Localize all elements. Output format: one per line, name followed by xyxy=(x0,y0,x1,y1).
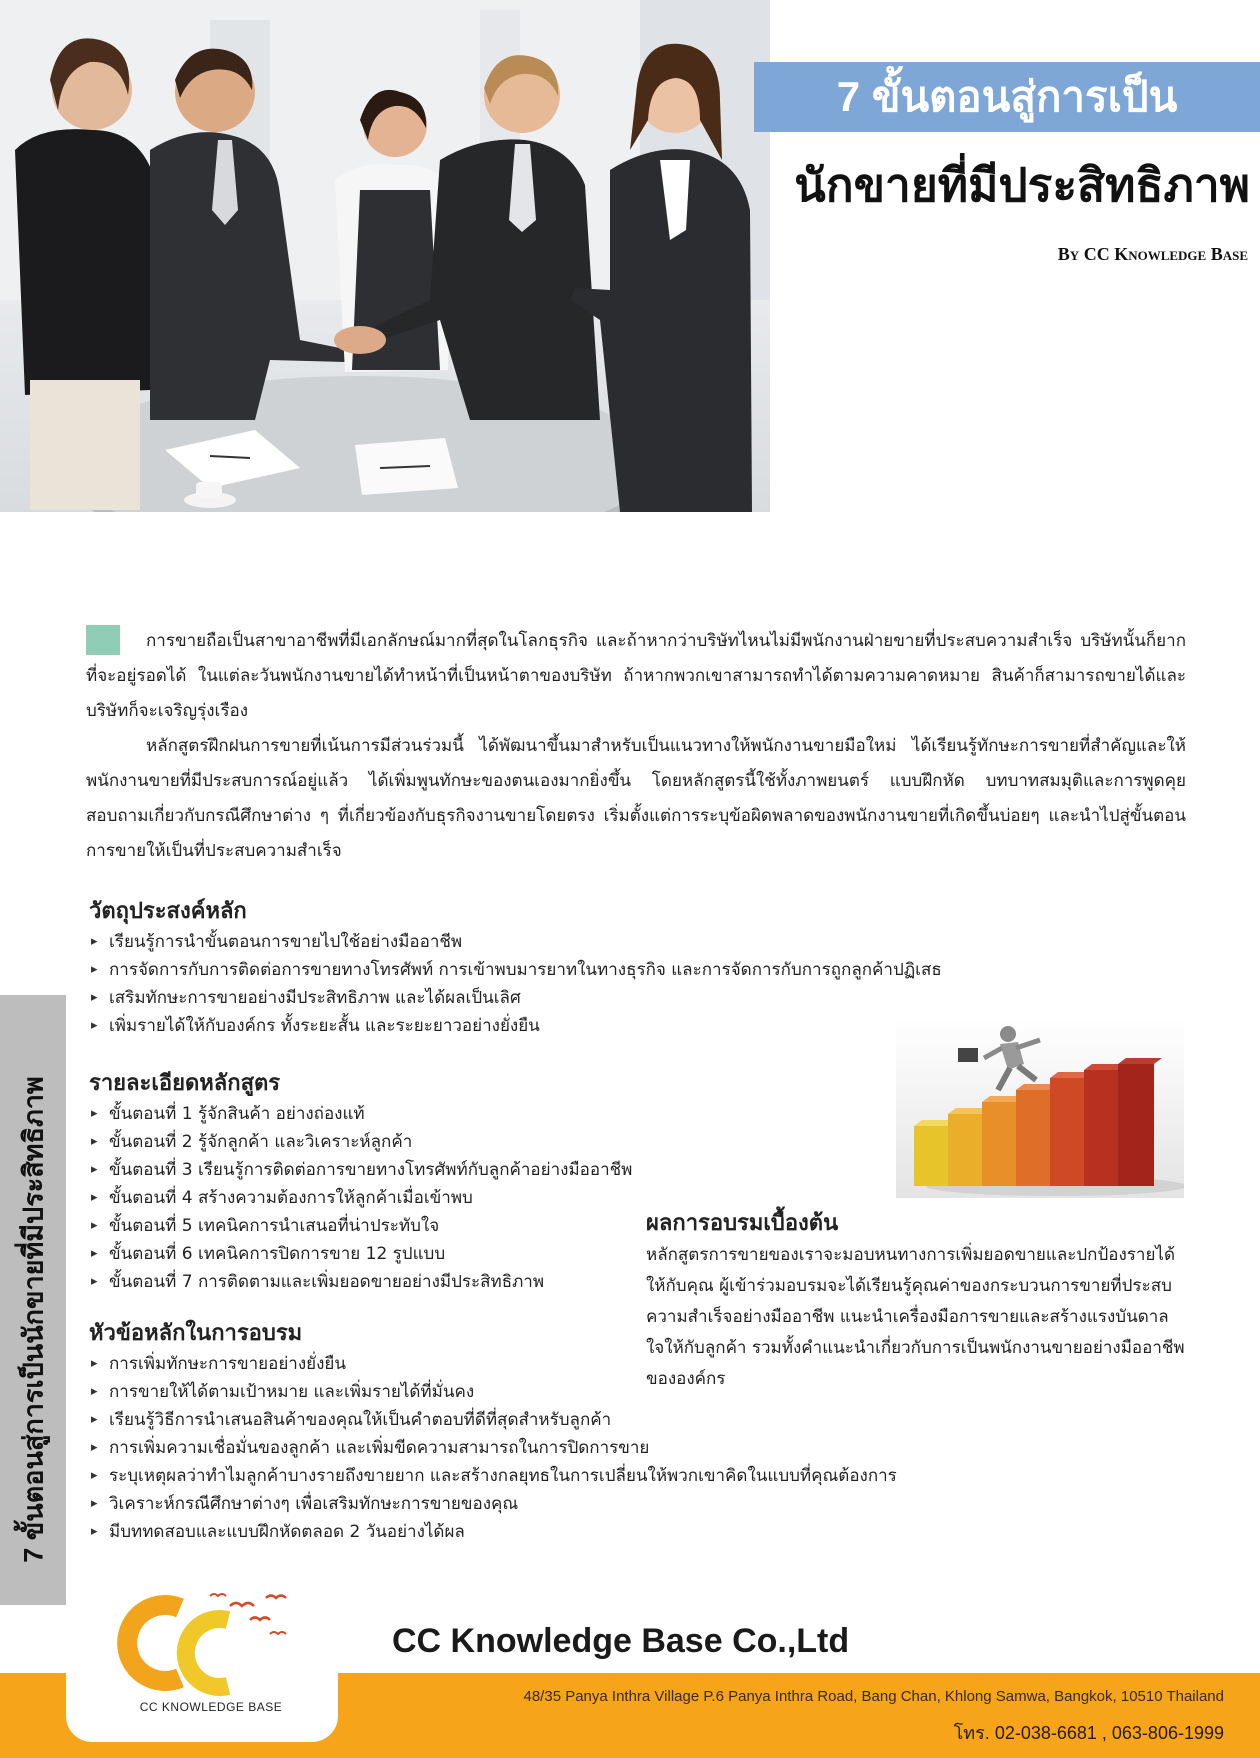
list-item: ▸ ขั้นตอนที่ 2 รู้จักลูกค้า และวิเคราะห์ลูกค้า xyxy=(89,1128,989,1156)
title-line-1: 7 ขั้นตอนสู่การเป็น xyxy=(836,73,1178,120)
intro-text xyxy=(86,624,1186,869)
list-item: ▸ ขั้นตอนที่ 1 รู้จักสินค้า อย่างถ่องแท้ xyxy=(89,1100,989,1128)
list-item: ▸ ขั้นตอนที่ 7 การติดตามและเพิ่มยอดขายอย่างมีประสิทธิภาพ xyxy=(89,1268,989,1296)
results-text: หลักสูตรการขายของเราจะมอบหนทางการเพิ่มยอดขายและปกป้องรายได้ให้กับคุณ ผู้เข้าร่วมอบรมจะได้เรียนรู้คุณค่าของกระบวนการขายที่ประสบความสำเร็จอย่างมืออาชีพ แนะนำเครื่องมือการขายและสร้างแรงบันดาลใจให้กับลูกค้า รวมทั้งคำแนะนำเกี่ยวกับการเป็นพนักงานขายอย่างมืออาชีพขององค์กร xyxy=(646,1245,1185,1389)
hero-photo xyxy=(0,0,770,512)
list-item: ▸ ระบุเหตุผลว่าทำไมลูกค้าบางรายถึงขายยาก และสร้างกลยุทธในการเปลี่ยนให้พวกเขาคิดในแบบที่คุณต้องการ xyxy=(89,1462,1089,1490)
success-stairs-illustration xyxy=(896,1018,1184,1198)
company-name: CC Knowledge Base Co.,Ltd xyxy=(392,1622,850,1660)
list-item: ▸ เพิ่มรายได้ให้กับองค์กร ทั้งระยะสั้น และระยะยาวอย่างยั่งยืน xyxy=(89,1012,989,1040)
list-item: ▸ เรียนรู้การนำขั้นตอนการขายไปใช้อย่างมืออาชีพ xyxy=(89,928,989,956)
title-line-2: นักขายที่มีประสิทธิภาพ xyxy=(794,159,1250,211)
business-handshake-illustration xyxy=(0,0,770,512)
list-item: ▸ เสริมทักษะการขายอย่างมีประสิทธิภาพ และได้ผลเป็นเลิศ xyxy=(89,984,989,1012)
cc-logo-icon xyxy=(110,1586,310,1698)
list-item: ▸ ขั้นตอนที่ 3 เรียนรู้การติดต่อการขายทางโทรศัพท์กับลูกค้าอย่างมืออาชีพ xyxy=(89,1156,989,1184)
list-item: ▸ วิเคราะห์กรณีศึกษาต่างๆ เพื่อเสริมทักษะการขายของคุณ xyxy=(89,1490,1089,1518)
objectives-heading: วัตถุประสงค์หลัก xyxy=(89,898,247,923)
list-item: ▸ เรียนรู้วิธีการนำเสนอสินค้าของคุณให้เป็นคำตอบที่ดีที่สุดสำหรับลูกค้า xyxy=(89,1406,1089,1434)
objectives-list xyxy=(89,928,989,1040)
list-item: ▸ ขั้นตอนที่ 5 เทคนิคการนำเสนอที่น่าประทับใจ xyxy=(89,1212,989,1240)
logo-caption: CC KNOWLEDGE BASE xyxy=(139,1700,283,1714)
course-details-heading: รายละเอียดหลักสูตร xyxy=(89,1070,281,1095)
company-address: 48/35 Panya Inthra Village P.6 Panya Inthra Road, Bang Chan, Khlong Samwa, Bangkok, 10510 Thailand xyxy=(523,1688,1224,1705)
list-item: ▸ มีบททดสอบและแบบฝึกหัดตลอด 2 วันอย่างได้ผล xyxy=(89,1518,1089,1546)
intro-paragraph-1: การขายถือเป็นสาขาอาชีพที่มีเอกลักษณ์มากที่สุดในโลกธุรกิจ และถ้าหากว่าบริษัทไหนไม่มีพนักงานฝ่ายขายที่ประสบความสำเร็จ บริษัทนั้นก็ยากที่จะอยู่รอดได้ ในแต่ละวันพนักงานขายได้ทำหน้าที่เป็นหน้าตาของบริษัท ถ้าหากพวกเขาสามารถทำได้ตามความคาดหมาย สินค้าก็สามารถขายได้และบริษัทก็จะเจริญรุ่งเรือง xyxy=(86,631,1186,721)
company-phone: โทร. 02-038-6681 , 063-806-1999 xyxy=(953,1723,1224,1743)
list-item: ▸ ขั้นตอนที่ 4 สร้างความต้องการให้ลูกค้าเมื่อเข้าพบ xyxy=(89,1184,989,1212)
results-section xyxy=(646,1206,1186,1395)
byline: By CC Knowledge Base xyxy=(1057,244,1248,264)
side-tab-text: 7 ขั้นตอนสู่การเป็นนักขายที่มีประสิทธิภาพ xyxy=(18,1076,49,1563)
list-item: ▸ การเพิ่มความเชื่อมั่นของลูกค้า และเพิ่มขีดความสามารถในการปิดการขาย xyxy=(89,1434,1089,1462)
results-heading: ผลการอบรมเบื้องต้น xyxy=(646,1210,839,1235)
list-item: ▸ การเพิ่มทักษะการขายอย่างยั่งยืน xyxy=(89,1350,1089,1378)
intro-paragraph-2: หลักสูตรฝึกฝนการขายที่เน้นการมีส่วนร่วมนี้ ได้พัฒนาขึ้นมาสำหรับเป็นแนวทางให้พนักงานขายมือใหม่ ได้เรียนรู้ทักษะการขายที่สำคัญและให้พนักงานขายที่มีประสบการณ์อยู่แล้ว ได้เพิ่มพูนทักษะของตนเองมากยิ่งขึ้น โดยหลักสูตรนี้ใช้ทั้งภาพยนตร์ แบบฝึกหัด บทบาทสมมุติและการพูดคุยสอบถามเกี่ยวกับกรณีศึกษาต่าง ๆ ที่เกี่ยวข้องกับธุรกิจงานขายโดยตรง เริ่มตั้งแต่การระบุข้อผิดพลาดของพนักงานขายที่เกิดขึ้นบ่อยๆ และนำไปสู่ขั้นตอนการขายให้เป็นที่ประสบความสำเร็จ xyxy=(86,736,1186,861)
list-item: ▸ ขั้นตอนที่ 6 เทคนิคการปิดการขาย 12 รูปแบบ xyxy=(89,1240,989,1268)
objectives-section xyxy=(89,894,989,1040)
topics-heading: หัวข้อหลักในการอบรม xyxy=(89,1320,303,1345)
list-item: ▸ การจัดการกับการติดต่อการขายทางโทรศัพท์ การเข้าพบมารยาทในทางธุรกิจ และการจัดการกับการถูกลูกค้าปฏิเสธ xyxy=(89,956,989,984)
list-item: ▸ การขายให้ได้ตามเป้าหมาย และเพิ่มรายได้ที่มั่นคง xyxy=(89,1378,1089,1406)
